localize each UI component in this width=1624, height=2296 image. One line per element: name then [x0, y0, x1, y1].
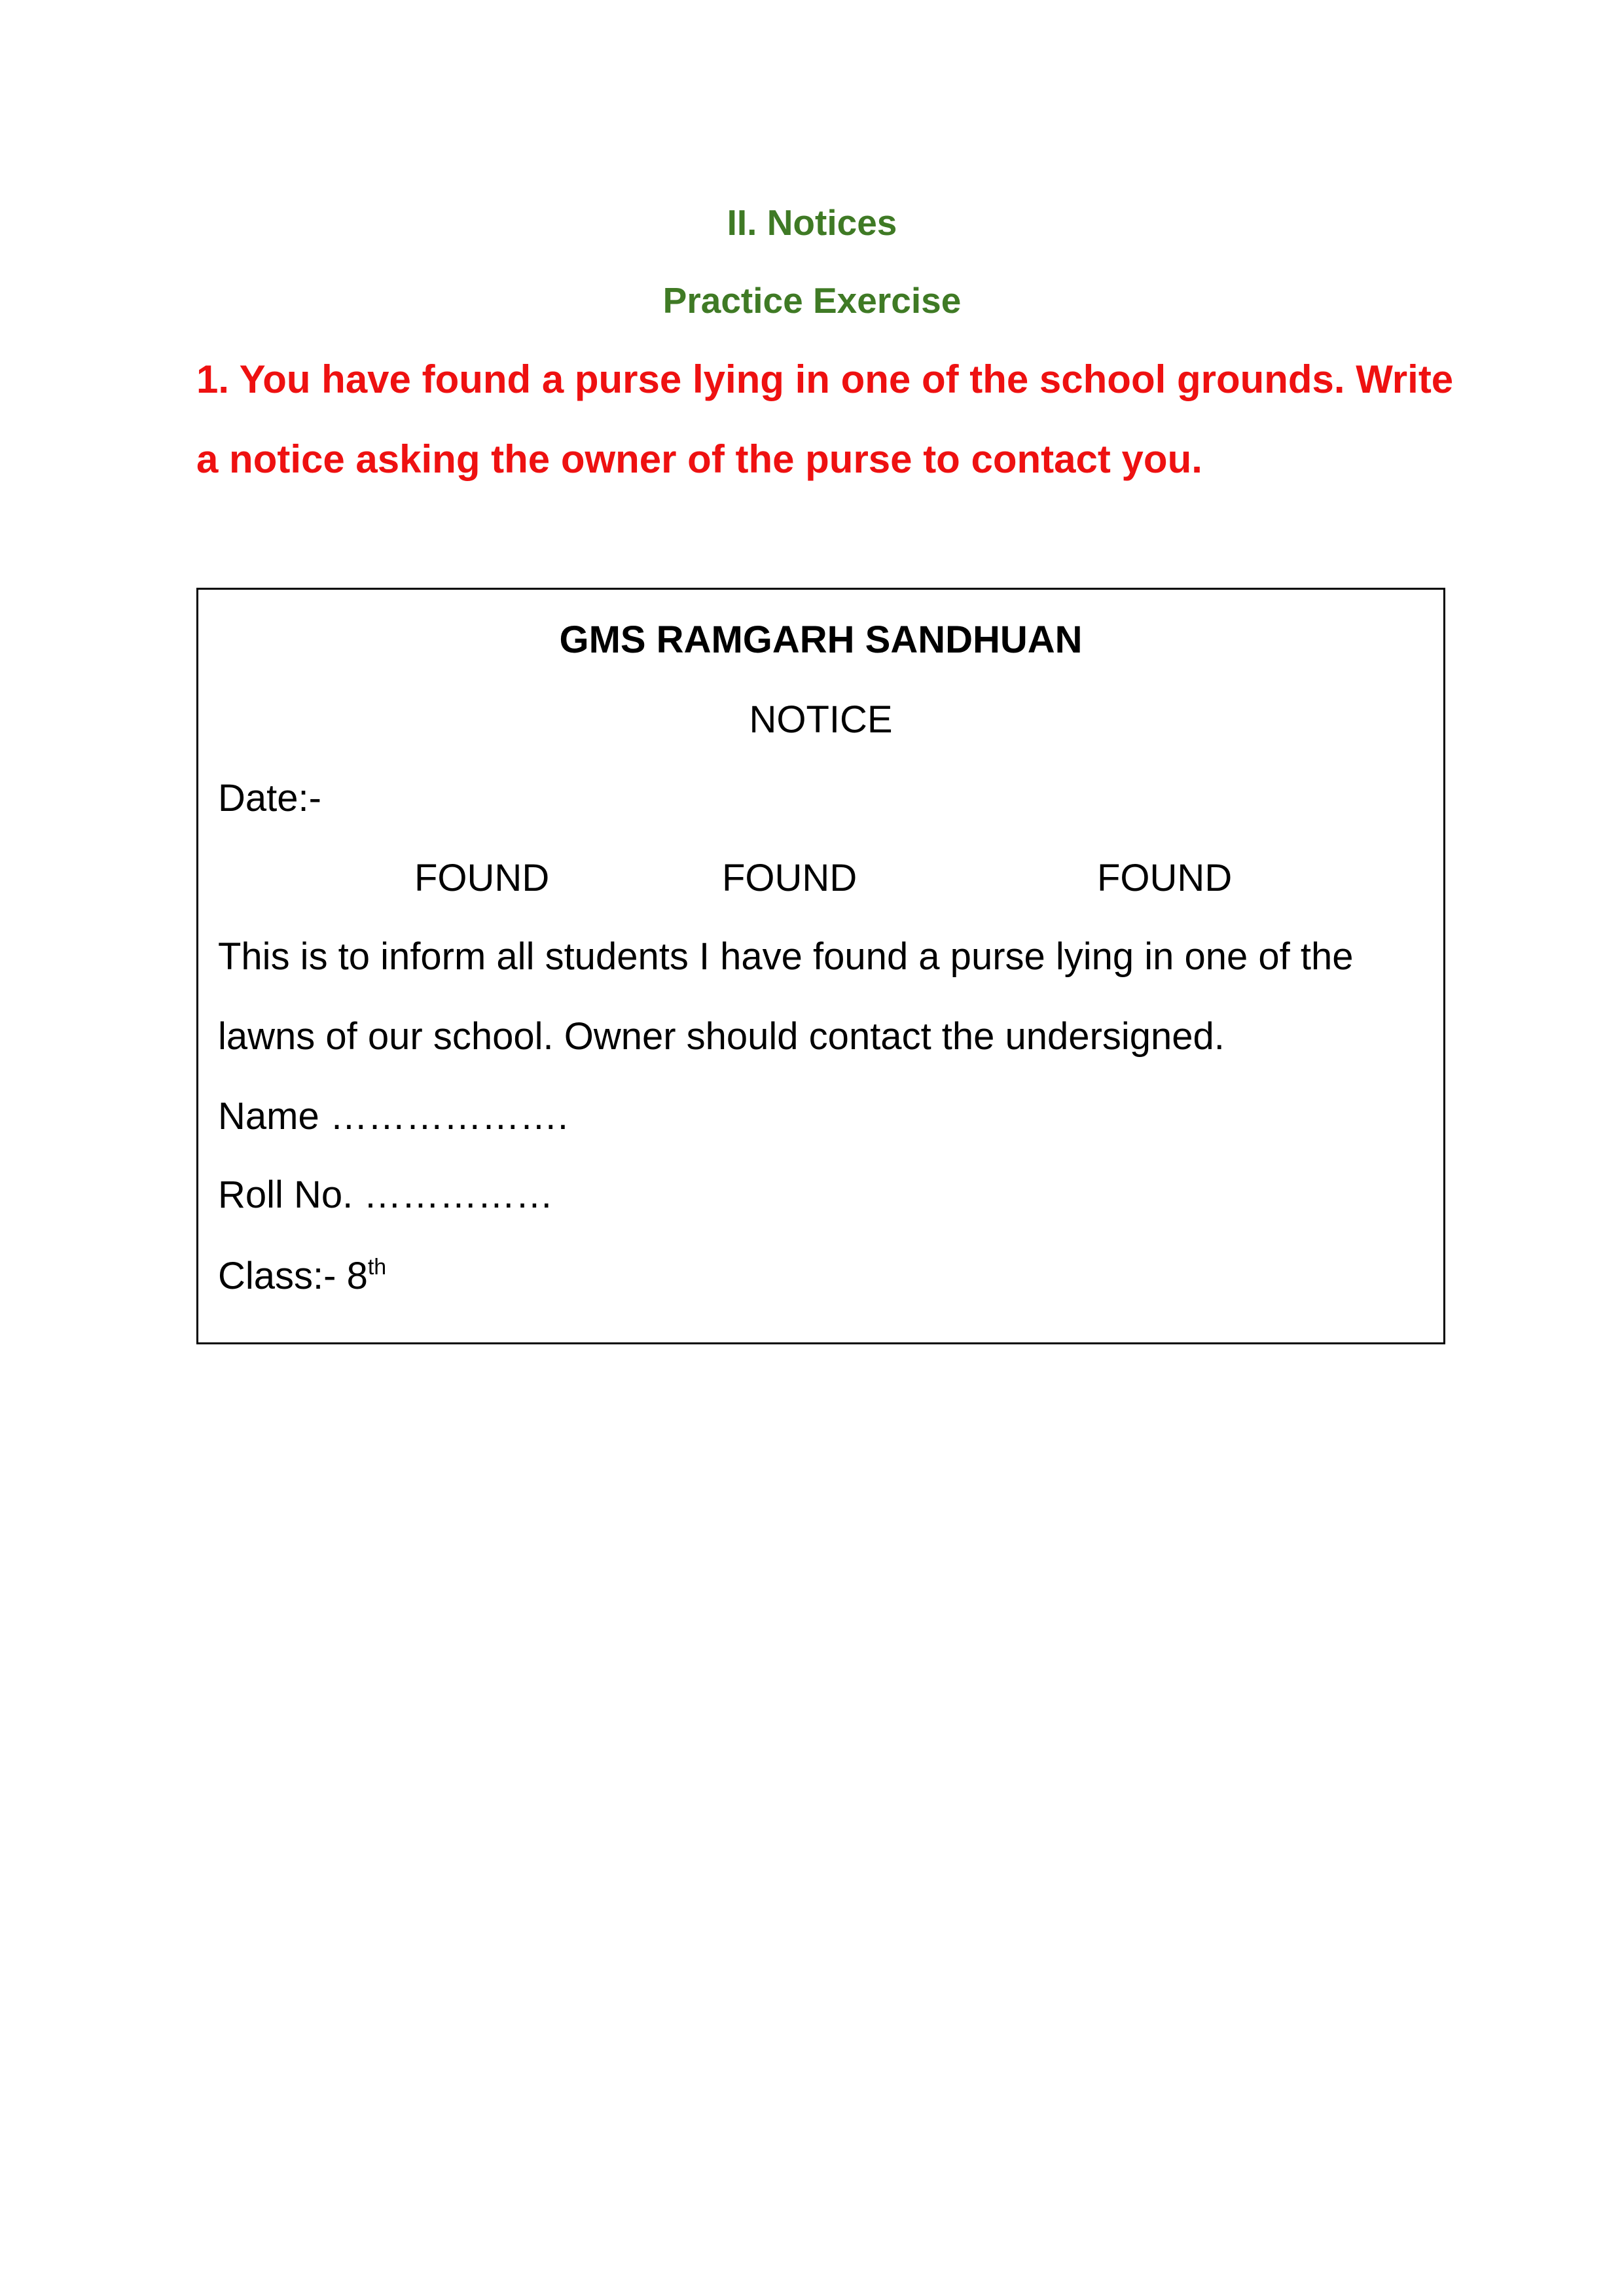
question-line-2: a notice asking the owner of the purse to contact you. — [196, 437, 1202, 481]
name-field: Name ………………. — [218, 1095, 568, 1138]
practice-title: Practice Exercise — [662, 280, 962, 321]
date-label: Date:- — [218, 777, 321, 819]
class-value: Class:- 8 — [218, 1255, 368, 1297]
class-superscript: th — [367, 1255, 387, 1280]
notice-box — [196, 588, 1445, 1344]
notice-label: NOTICE — [749, 698, 893, 741]
notice-body-line-2: lawns of our school. Owner should contact the undersigned. — [218, 1015, 1225, 1058]
class-field — [218, 1256, 386, 1295]
school-name: GMS RAMGARH SANDHUAN — [559, 619, 1083, 661]
section-title: II. Notices — [727, 202, 897, 243]
roll-no-field: Roll No. …………… — [218, 1174, 554, 1216]
found-word-1: FOUND — [414, 857, 550, 899]
question-line-1: 1. You have found a purse lying in one of the school grounds. Write — [196, 357, 1454, 401]
found-word-3: FOUND — [1097, 857, 1233, 899]
found-word-2: FOUND — [722, 857, 857, 899]
notice-body-line-1: This is to inform all students I have found a purse lying in one of the — [218, 935, 1354, 978]
